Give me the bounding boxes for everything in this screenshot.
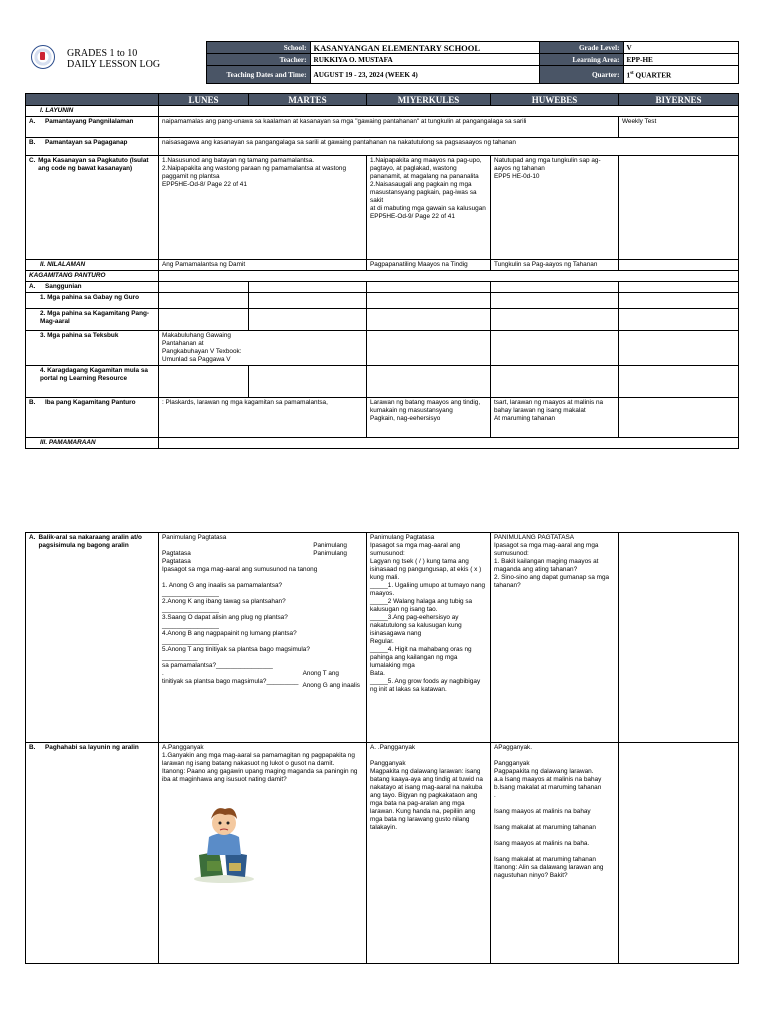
nilalaman-thursday: Tungkulin sa Pag-aayos ng Tahanan (491, 260, 619, 271)
paghahabi-wednesday: A. .Pangganyak Pangganyak Magpakita ng dalawang larawan: isang batang kaaya-aya ang tindig at tuwid na nakatayo at isang mag-aaral na nakuba ang tayo. Bigyan ng pagkakataon ang mga bata na pag-aralan ang mga larawan. Kung handa na, pepiliin ang mga bata ng larawang gusto nilang talakayin. (367, 743, 491, 964)
row-balik-aral: A. Balik-aral sa nakaraang aralin at/o pagsisimula ng bagong aralin (26, 533, 159, 743)
title-block (25, 42, 206, 84)
nilalaman-wednesday: Pagpapanatiling Maayos na Tindig (367, 260, 491, 271)
kasanayan-wednesday: 1.Naipapakita ang maayos na pag-upo, pagtayo, at paglakad, wastong pananamit, at magalang na pananalita 2.Naisasaugali ang pagkain ng mga masustansyang pagkain, pag-iwas sa sakit at di mabuting mga gawain sa kalusugan EPP5HE-Od-9/ Page 22 of 41 (367, 156, 491, 260)
paghahabi-thursday: APagganyak. Pangganyak Pagpapakita ng dalawang larawan. a.a Isang maayos at malinis na bahay b.Isang makalat at maruming tahanan . Isang maayos at malinis na bahay Isang makalat at maruming tahanan Isang maayos at malinis na baha. Isang makalat at maruming tahanan Itanong: Alin sa dalawang larawan ang nagustuhan ninyo? Bakit? (491, 743, 619, 964)
header-table (25, 41, 739, 84)
row-sanggunian: A. Sanggunian (26, 282, 159, 293)
section-layunin: I. LAYUNIN (26, 106, 159, 117)
day-tuesday: MARTES (249, 94, 367, 106)
teacher-label: Teacher: (206, 54, 310, 66)
quarter-value: 1st QUARTER (623, 66, 738, 84)
school-value: KASANYANGAN ELEMENTARY SCHOOL (310, 42, 539, 54)
iba-thursday: tsart, larawan ng maayos at malinis na bahay larawan ng isang makalat At maruming tahanan (491, 398, 619, 438)
balik-aral-wednesday: Panimulang Pagtatasa Ipasagot sa mga mag-aaral ang sumusunod: Lagyan ng tsek ( / ) kung tama ang isinasaad ng pangungusap, at ekis ( x ) kung mali. _____1. Ugaliing umupo at tumayo nang maayos. _____2 Walang halaga ang tubig sa kalusugan ng isang tao. _____3.Ang pag-eehersisyo ay nakatutulong sa kalusugan kung isinasagawa nang Regular. _____4. Higit na mahabang oras ng pahinga ang kailangan ng mga lumalaking mga Bata. _____5. Ang grow foods ay nagbibigay ng init at lakas sa katawan. (367, 533, 491, 743)
row-teksbuk: 3. Mga pahina sa Teksbuk (26, 331, 159, 366)
school-label: School: (206, 42, 310, 54)
section-kagamitang-panturo: KAGAMITANG PANTURO (26, 271, 159, 282)
day-wednesday: MIYERKULES (367, 94, 491, 106)
learning-area-label: Learning Area: (539, 54, 623, 66)
lesson-log-page-1 (25, 41, 738, 84)
day-thursday: HUWEBES (491, 94, 619, 106)
title-line1: GRADES 1 to 10 (67, 47, 138, 59)
row-iba-pang-kagamitan: B. Iba pang Kagamitang Panturo (26, 398, 159, 438)
learning-area-value: EPP-HE (623, 54, 738, 66)
day-monday: LUNES (159, 94, 249, 106)
objectives-table (25, 93, 739, 449)
grade-level-value: V (623, 42, 738, 54)
pagaganap-text: naisasagawa ang kasanayan sa pangangalaga sa sarili at gawaing pantahanan na nakatutulong sa pagsasaayos ng tahanan (159, 138, 739, 156)
iba-wednesday: Larawan ng batang maayos ang tindig, kumakain ng masustansyang Pagkain, nag-eehersisyo (367, 398, 491, 438)
row-karagdagang-kagamitan: 4. Karagdagang Kagamitan mula sa portal ng Learning Resource (26, 366, 159, 398)
section-nilalaman: II. NILALAMAN (26, 260, 159, 271)
row-pamantayang-pangnilalaman: A. Pamantayang Pangnilalaman (26, 117, 159, 138)
row-paghahabi: B. Paghahabi sa layunin ng aralin (26, 743, 159, 964)
deped-seal-icon (31, 45, 55, 69)
day-friday: BIYERNES (619, 94, 739, 106)
grade-level-label: Grade Level: (539, 42, 623, 54)
kasanayan-thursday: Natutupad ang mga tungkulin sap ag-aayos ng tahanan EPP5 HE-0d-10 (491, 156, 619, 260)
row-gabay-guro: 1. Mga pahina sa Gabay ng Guro (26, 293, 159, 309)
teaching-dates-label: Teaching Dates and Time: (206, 66, 310, 84)
row-kasanayan: C. Mga Kasanayan sa Pagkatuto (Isulat ang code ng bawat kasanayan) (26, 156, 159, 260)
section-pamamaraan: III. PAMAMARAAN (26, 438, 159, 449)
teksbuk-monday: Makabuluhang Gawaing Pantahanan at Pangkabuhayan V Texbook: Umunlad sa Paggawa V (159, 331, 367, 366)
pangnilalaman-text: naipamamalas ang pang-unawa sa kaalaman at kasanayan sa mga "gawaing pantahanan" at tungkulin at pangangalaga sa sarili (159, 117, 619, 138)
teacher-value: RUKKIYA O. MUSTAFA (310, 54, 539, 66)
title-line2: DAILY LESSON LOG (67, 58, 161, 70)
iba-monday: : Plaskards, larawan ng mga kagamitan sa pamamalantsa, (159, 398, 367, 438)
row-kagamitang-mag-aaral: 2. Mga pahina sa Kagamitang Pang-Mag-aaral (26, 309, 159, 331)
balik-aral-monday: Panimulang Pagtatasa Panimulang Pagtatasa Panimulang Pagtatasa Ipasagot sa mga mag-aaral ang sumusunod na tanong 1. Anong G ang inaalis sa pamamalantsa?________________ 2.Anong K ang ibang tawag sa plantsahan?________________ 3.Saang O dapat alisin ang plug ng plantsa?________________ 4.Anong B ang nagpapainit ng lumang plantsa?________________ 5.Anong T ang tinitiyak sa plantsa bago magsimula?__________ Anong G ang inaalis sa pamamalantsa?________________ . Anong T ang tinitiyak sa plantsa bago magsimula?_________ (159, 533, 367, 743)
lesson-table-page-1 (25, 93, 738, 449)
procedure-table (25, 532, 739, 964)
quarter-label: Quarter: (539, 66, 623, 84)
paghahabi-monday: A.Pangganyak 1.Ganyakin ang mga mag-aaral sa pamamagitan ng pagpapakita ng larawan ng isang batang nakasuot ng lukot o gusot na damit. Itanong: Paano ang gagawin upang maging maganda sa paningin ng iba at maginhawa ang isusuot nating damit? (159, 743, 367, 964)
blank-head (26, 94, 159, 106)
lesson-table-page-2 (25, 532, 738, 964)
weekly-test: Weekly Test (619, 117, 739, 138)
kasanayan-monday: 1.Nasusunod ang batayan ng tamang pamamalantsa. 2.Naipapakita ang wastong paraan ng pamamalantsa at wastong paggamit ng plantsa EPP5HE-Od-8/ Page 22 of 41 (159, 156, 367, 260)
nilalaman-monday: Ang Pamamalantsa ng Damit (159, 260, 367, 271)
balik-aral-thursday: PANIMULANG PAGTATASA Ipasagot sa mga mag-aaral ang mga sumusunod: 1. Bakit kailangan maging maayos at maganda ang ating tahanan? 2. Sino-sino ang dapat gumanap sa mga tahanan? (491, 533, 619, 743)
row-pamantayan-pagaganap: B. Pamantayan sa Pagaganap (26, 138, 159, 156)
boy-wrinkled-shirt-illustration (189, 803, 259, 883)
teaching-dates-value: AUGUST 19 - 23, 2024 (WEEK 4) (310, 66, 539, 84)
